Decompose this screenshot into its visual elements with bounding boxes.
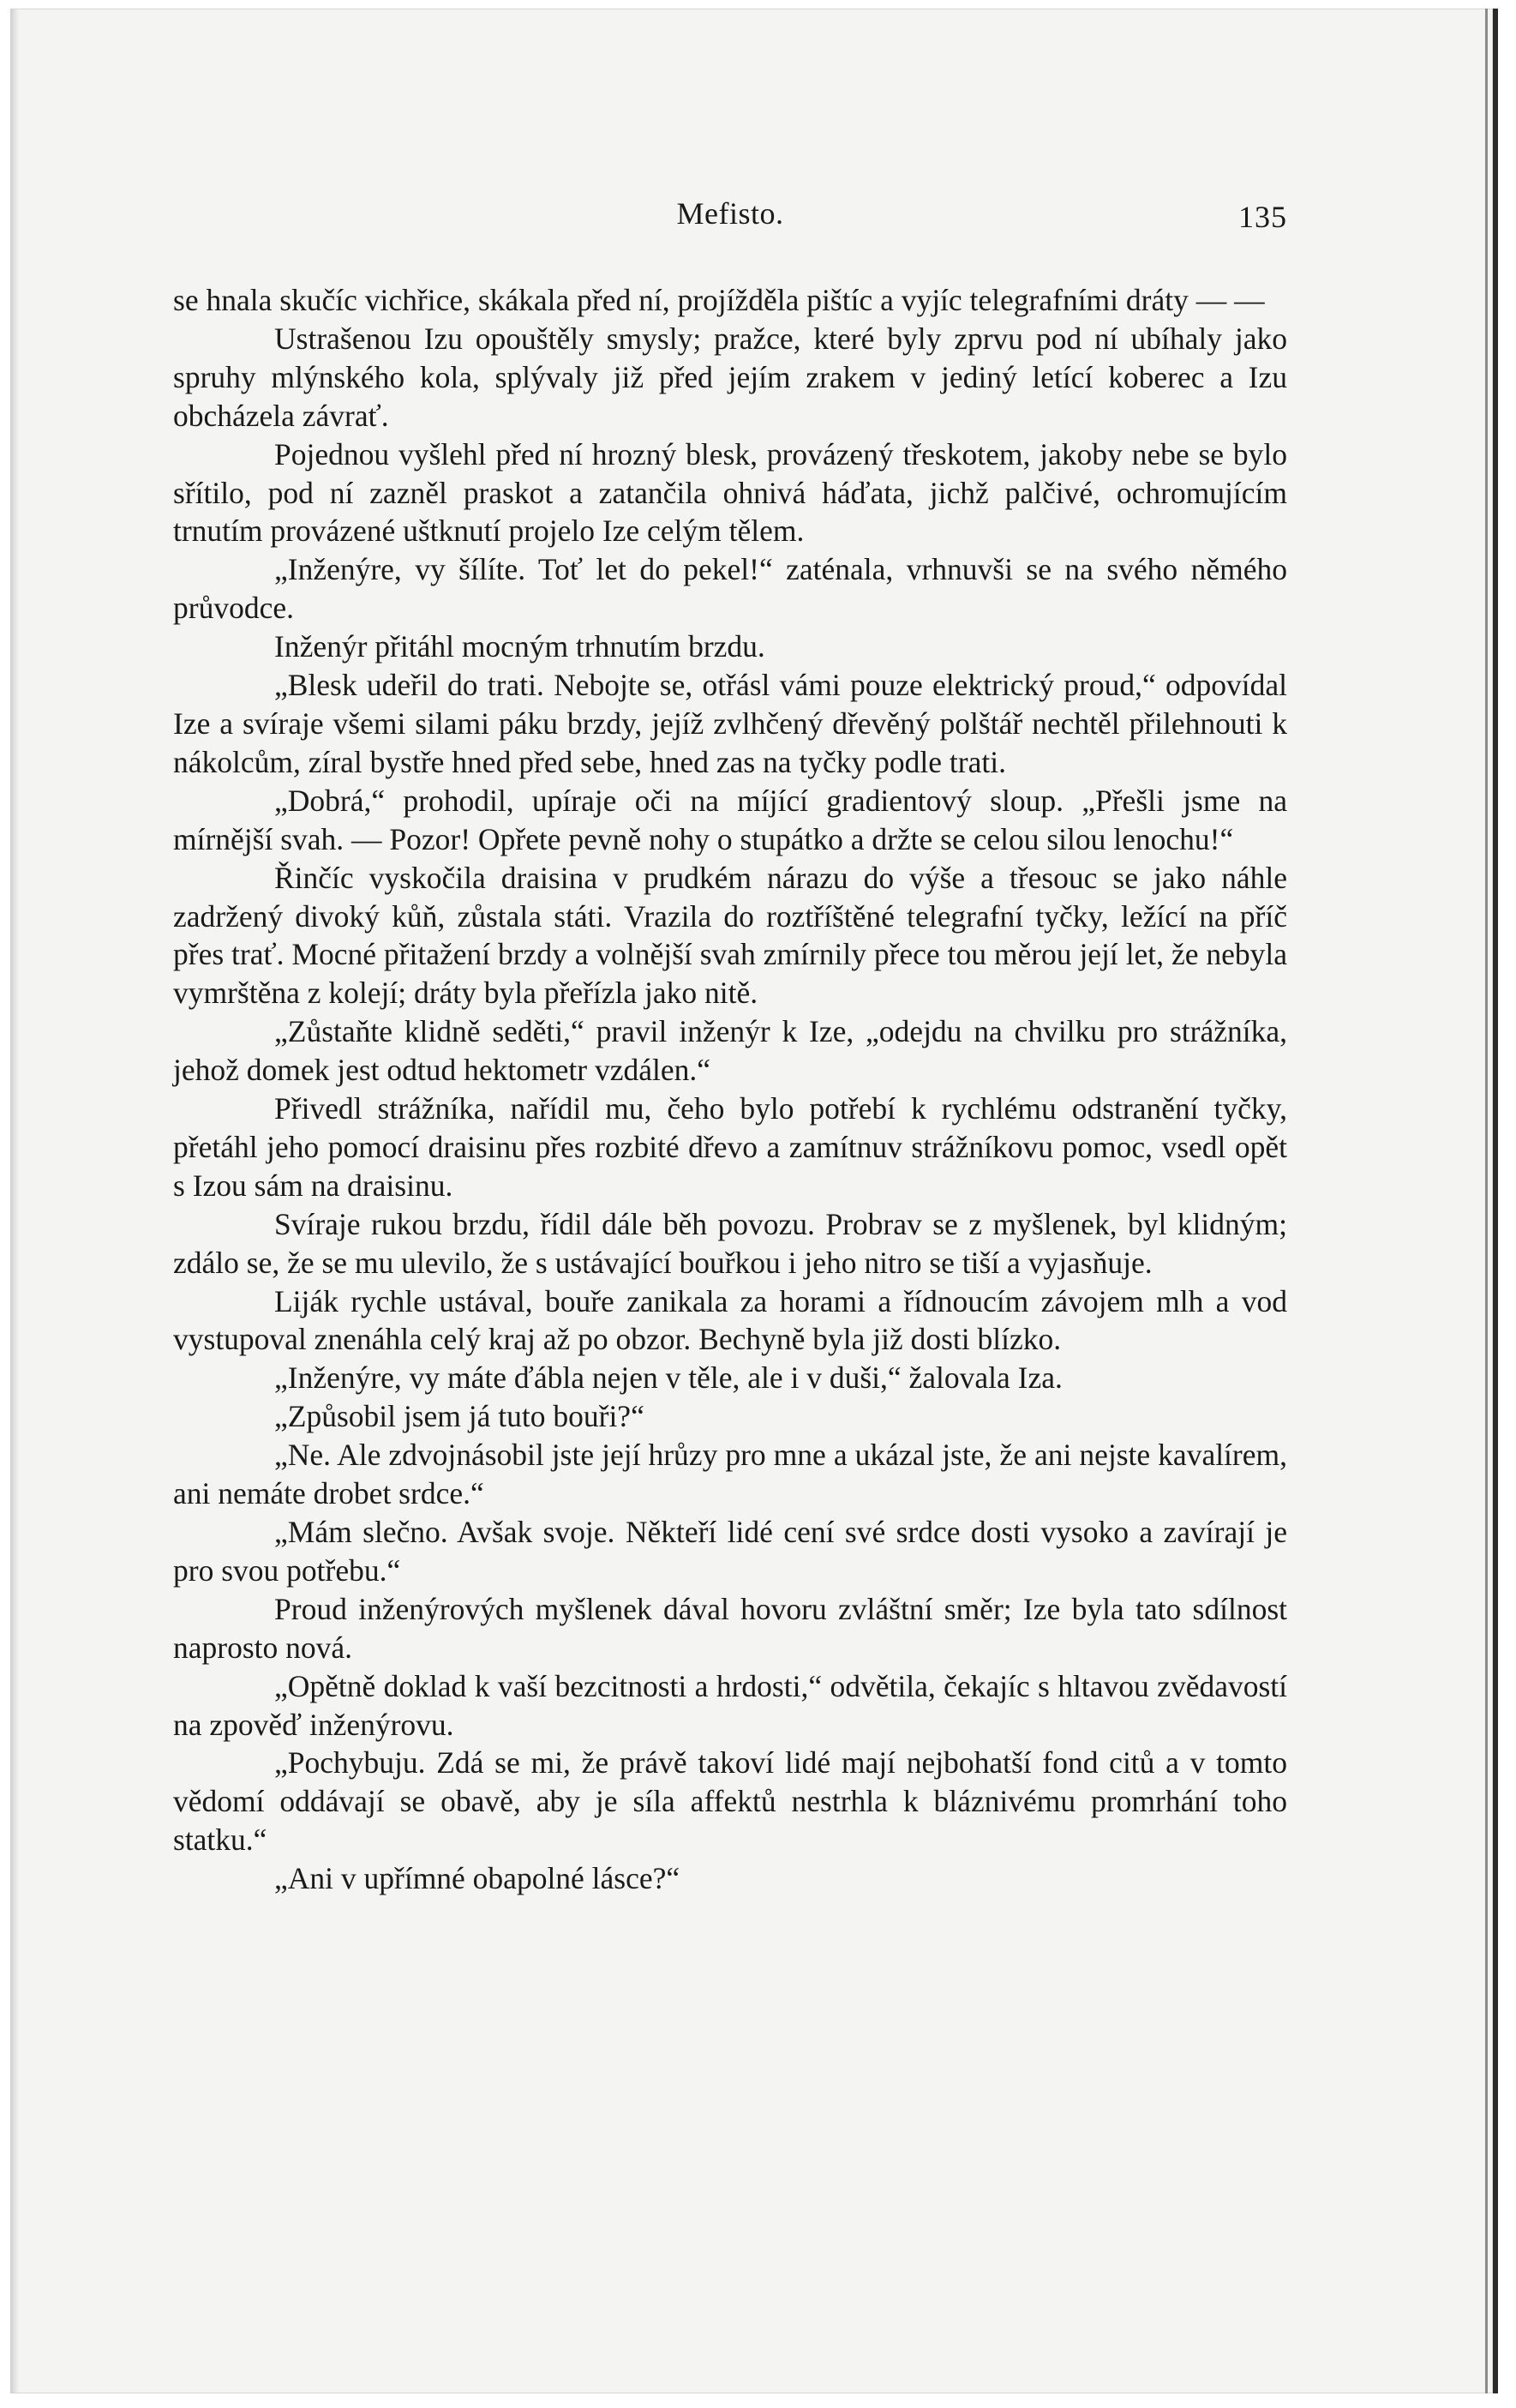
paragraph: Přivedl strážníka, nařídil mu, čeho bylo potřebí k rychlému odstranění tyčky, přetáhl jeho pomocí draisinu přes rozbité dřevo a zamítnuv strážníkovu pomoc, vsedl opět s Izou sám na draisinu. — [173, 1091, 1287, 1203]
binding-edge — [1485, 9, 1488, 2393]
paragraph: „Ne. Ale zdvojnásobil jste její hrůzy pro mne a ukázal jste, že ani nejste kavalírem, ani nemáte drobet srdce.“ — [173, 1438, 1287, 1511]
paragraph: „Ani v upřímné obapolné lásce?“ — [274, 1861, 680, 1896]
paragraph: Ustrašenou Izu opouštěly smysly; pražce, které byly zprvu pod ní ubíhaly jako spruhy mlýnského kola, splývaly již před jejím zrakem v jediný letící koberec a Izu obcházela závrať. — [173, 321, 1287, 433]
paragraph: Svíraje rukou brzdu, řídil dále běh povozu. Probrav se z myšlenek, byl klidným; zdálo se, že se mu ulevilo, že s ustávající bouřkou i jeho nitro se tiší a vyjasňuje. — [173, 1206, 1287, 1280]
page-number: 135 — [1238, 200, 1287, 234]
page-header — [173, 195, 1287, 238]
paragraph: Liják rychle ustával, bouře zanikala za horami a řídnoucím závojem mlh a vod vystupoval znenáhla celý kraj až po obzor. Bechyně byla již dosti blízko. — [173, 1283, 1287, 1357]
paragraph: „Způsobil jsem já tuto bouři?“ — [274, 1399, 644, 1434]
paragraph: „Inženýre, vy máte ďábla nejen v těle, ale i v duši,“ žalovala Iza. — [274, 1360, 1063, 1396]
paragraph: „Opětně doklad k vaší bezcitnosti a hrdosti,“ odvětila, čekajíc s hltavou zvědavostí na zpověď inženýrovu. — [173, 1668, 1287, 1742]
paragraph: se hnala skučíc vichřice, skákala před ní, projížděla pištíc a vyjíc telegrafními dráty — — — [173, 283, 1265, 317]
paragraph: Proud inženýrových myšlenek dával hovoru zvláštní směr; Ize byla tato sdílnost naprosto nová. — [173, 1591, 1287, 1665]
paragraph: Řinčíc vyskočila draisina v prudkém nárazu do výše a třesouc se jako náhle zadržený divoký kůň, zůstala státi. Vrazila do roztříštěné telegrafní tyčky, ležící na příč přes trať. Mocné přitažení brzdy a volnější svah zmírnily přece tou měrou její let, že nebyla vymrštěna z kolejí; dráty byla přeřízla jako nitě. — [173, 860, 1287, 1011]
spine-shadow — [10, 9, 19, 2393]
paragraph: „Blesk udeřil do trati. Nebojte se, otřásl vámi pouze elektrický proud,“ odpovídal Ize a svíraje všemi silami páku brzdy, jejíž zvlhčený dřevěný polštář nechtěl přilehnouti k nákolcům, zíral bystře hned před sebe, hned zas na tyčky podle trati. — [173, 668, 1287, 779]
paragraph: Inženýr přitáhl mocným trhnutím brzdu. — [274, 629, 765, 664]
paragraph: „Inženýre, vy šílíte. Toť let do pekel!“ zaténala, vrhnuvši se na svého němého průvodce. — [173, 552, 1287, 626]
paragraph: Pojednou vyšlehl před ní hrozný blesk, provázený třeskotem, jakoby nebe se bylo sřítilo, pod ní zazněl praskot a zatančila ohnivá háďata, jichž palčivé, ochromujícím trnutím provázené uštknutí projelo Ize celým tělem. — [173, 436, 1287, 549]
paragraph: „Zůstaňte klidně seděti,“ pravil inženýr k Ize, „odejdu na chvilku pro strážníka, jehož domek jest odtud hektometr vzdálen.“ — [173, 1014, 1287, 1088]
running-title: Mefisto. — [676, 196, 784, 231]
paragraph: „Mám slečno. Avšak svoje. Někteří lidé cení své srdce dosti vysoko a zavírají je pro svou potřebu.“ — [173, 1515, 1287, 1588]
paragraph: „Dobrá,“ prohodil, upíraje oči na míjící gradientový sloup. „Přešli jsme na mírnější svah. — Pozor! Opřete pevně nohy o stupátko a držte se celou silou lenochu!“ — [173, 783, 1287, 856]
body-text — [173, 281, 1287, 1898]
book-page — [10, 9, 1498, 2393]
paragraph: „Pochybuju. Zdá se mi, že právě takoví lidé mají nejbohatší fond citů a v tomto vědomí oddávají se obavě, aby je síla affektů nestrhla k bláznivému promrhání toho statku.“ — [173, 1745, 1287, 1858]
